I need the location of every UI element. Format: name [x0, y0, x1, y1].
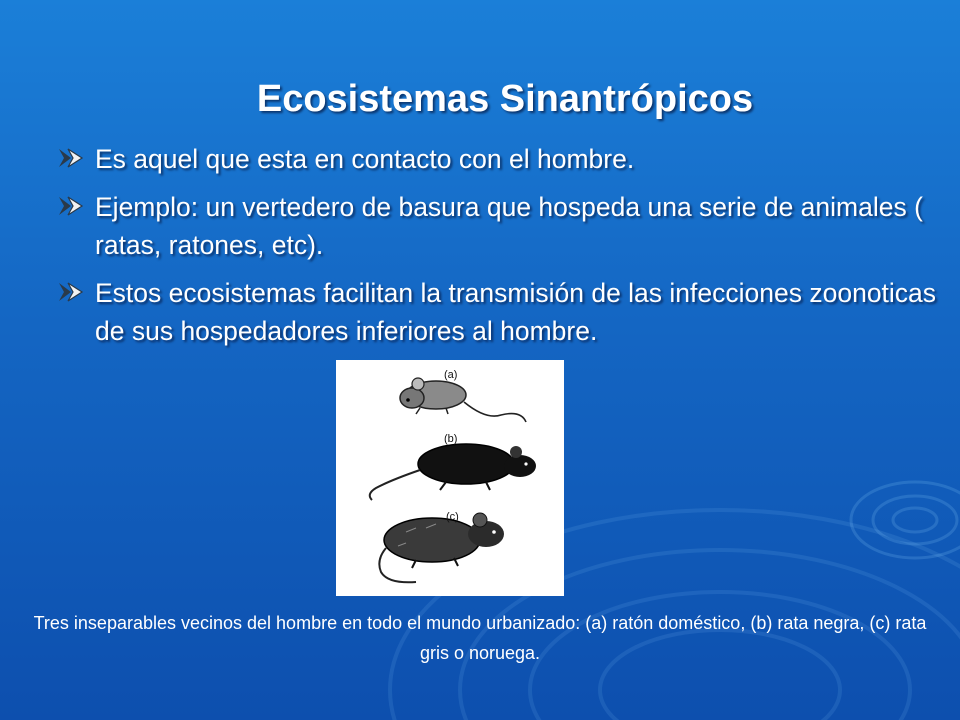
bullet-item — [58, 274, 958, 350]
figure-label-b: (b) — [444, 433, 458, 445]
arrow-bullet-icon — [58, 281, 84, 303]
bullet-text: Estos ecosistemas facilitan la transmisión de las infecciones zoonoticas de sus hospedadores inferiores al hombre. — [95, 278, 937, 346]
bullet-item — [58, 188, 958, 264]
figure-caption: Tres inseparables vecinos del hombre en todo el mundo urbanizado: (a) ratón doméstico, (b) rata negra, (c) rata gris o noruega. — [33, 613, 927, 663]
arrow-bullet-icon — [58, 147, 84, 169]
rodents-illustration — [336, 360, 564, 596]
bullet-list — [58, 140, 958, 360]
bullet-item — [58, 140, 958, 178]
figure-label-c: (c) — [446, 511, 459, 523]
slide-title: Ecosistemas Sinantrópicos — [256, 78, 754, 120]
bullet-text: Ejemplo: un vertedero de basura que hospeda una serie de animales ( ratas, ratones, etc). — [95, 192, 923, 260]
figure-label-a: (a) — [444, 369, 458, 381]
bullet-text: Es aquel que esta en contacto con el hombre. — [95, 144, 635, 174]
arrow-bullet-icon — [58, 195, 84, 217]
